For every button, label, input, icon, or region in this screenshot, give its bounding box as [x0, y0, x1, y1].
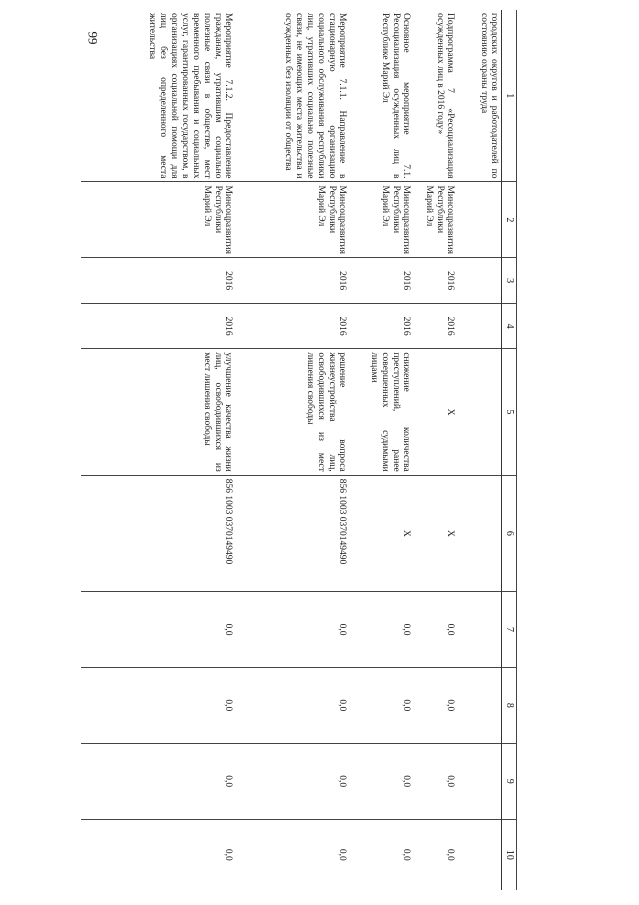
column-header: 5 [502, 349, 517, 475]
cell-result: X [414, 349, 458, 475]
cell-value [458, 819, 503, 890]
cell-start-year [458, 258, 503, 304]
cell-value: 0,0 [82, 592, 236, 668]
cell-value: 0,0 [236, 667, 350, 743]
cell-budget-code: X [350, 475, 414, 591]
cell-budget-code: 856 1003 0370149490 [236, 475, 350, 591]
cell-result: снижение количества преступлений, ранее совершенных судимыми лицами [350, 349, 414, 475]
cell-activity: Мероприятие 7.1.2. Предоставление гражданам, утратившим социально полезные связи в обществе, мест временного пребывания и социальных услуг, гарантированных государством, в организациях социальной помощи для лиц без определенного места жительства [82, 10, 236, 182]
cell-end-year: 2016 [414, 303, 458, 349]
column-header: 8 [502, 667, 517, 743]
cell-start-year: 2016 [82, 258, 236, 304]
cell-activity: Основное мероприятие 7.1. Ресоциализация осужденных лиц в Республике Марий Эл [350, 10, 414, 182]
cell-value: 0,0 [82, 743, 236, 819]
cell-value: 0,0 [414, 743, 458, 819]
cell-start-year: 2016 [350, 258, 414, 304]
cell-value: 0,0 [401, 848, 412, 861]
cell-result [458, 349, 503, 475]
cell-value: 0,0 [350, 743, 414, 819]
cell-budget-code: 856 1003 0370149490 [82, 475, 236, 591]
cell-value: 0,0 [82, 667, 236, 743]
column-header: 4 [502, 303, 517, 349]
table-row [350, 10, 414, 890]
cell-end-year: 2016 [82, 303, 236, 349]
cell-value [458, 667, 503, 743]
cell-budget-code [458, 475, 503, 591]
cell-executor: Минсоцразвития Республики Марий Эл [414, 182, 458, 258]
cell-value [458, 592, 503, 668]
table-row [236, 10, 350, 890]
cell-value: 0,0 [236, 743, 350, 819]
page-number: 99 [85, 31, 101, 45]
column-header: 9 [502, 743, 517, 819]
cell-value: 0,0 [350, 667, 414, 743]
cell-activity: Мероприятие 7.1.1. Направление в стационарную организацию социального обслуживания республики лиц, утративших социально полезные связи, не имеющих места жительства и осужденных без изоляции от общества [236, 10, 350, 182]
cell-end-year [458, 303, 503, 349]
column-header: 2 [502, 182, 517, 258]
cell-end-year: 2016 [236, 303, 350, 349]
cell-activity: Подпрограмма 7 «Ресоциализация осужденных лиц в 2016 году» [414, 10, 458, 182]
cell-value: 0,0 [350, 592, 414, 668]
cell-result: улучшение качества жизни лиц, освободившихся из мест лишения свободы [82, 349, 236, 475]
cell-value: 0,0 [223, 848, 234, 861]
cell-start-year: 2016 [414, 258, 458, 304]
cell-value: 0,0 [414, 592, 458, 668]
cell-result: решение вопроса жизнеустройства лиц, освободившихся из мест лишения свободы [236, 349, 350, 475]
program-table [82, 10, 518, 890]
cell-executor: Минсоцразвития Республики Марий Эл [350, 182, 414, 258]
cell-executor: Минсоцразвития Республики Марий Эл [236, 182, 350, 258]
cell-value: 0,0 [337, 848, 348, 861]
table-row [82, 10, 236, 890]
cell-activity: городских округов и работодателей по состоянию охраны труда [458, 10, 503, 182]
cell-start-year: 2016 [236, 258, 350, 304]
cell-end-year: 2016 [350, 303, 414, 349]
cell-executor [458, 182, 503, 258]
column-header: 1 [502, 10, 517, 182]
cell-value: 0,0 [414, 667, 458, 743]
column-header: 7 [502, 592, 517, 668]
column-header: 6 [502, 475, 517, 591]
cell-value [458, 743, 503, 819]
table-row [458, 10, 503, 890]
cell-executor: Минсоцразвития Республики Марий Эл [82, 182, 236, 258]
table-row [414, 10, 458, 890]
column-header: 3 [502, 258, 517, 304]
header-row [502, 10, 517, 890]
cell-value: 0,0 [445, 848, 456, 861]
column-header: 10 [502, 819, 517, 890]
cell-budget-code: X [414, 475, 458, 591]
cell-value: 0,0 [236, 592, 350, 668]
